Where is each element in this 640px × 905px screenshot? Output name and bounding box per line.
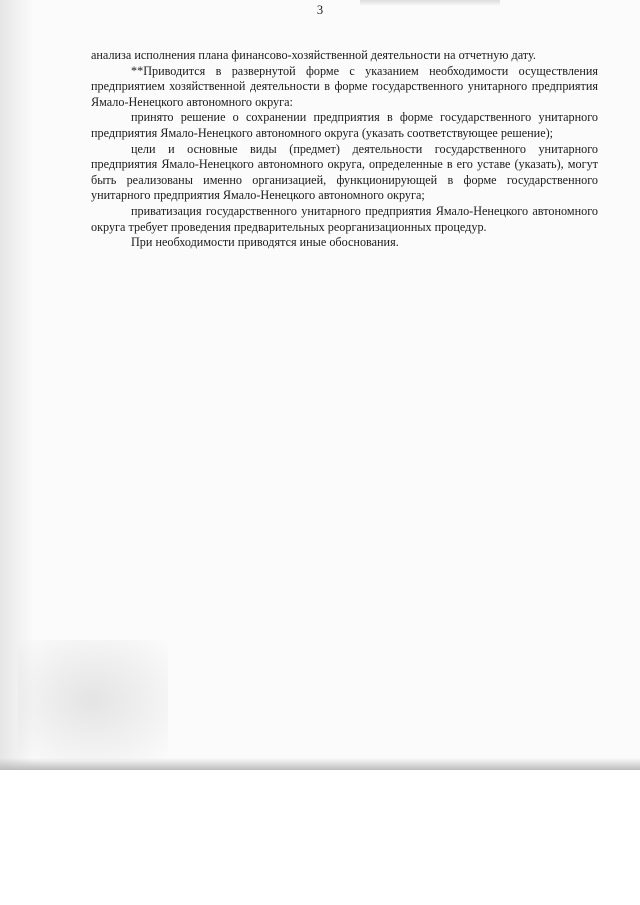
page-number: 3 (316, 3, 324, 17)
scan-shadow-bottom (0, 758, 640, 770)
paragraph-decision: принято решение о сохранении предприятия в форме государственного унитарного предприятия Ямало-Ненецкого автономного округа (указать соответствующее решение); (91, 110, 598, 140)
scan-smudge (18, 640, 168, 760)
paragraph-other-reasons: При необходимости приводятся иные обоснования. (131, 235, 399, 250)
paragraph-continuation: анализа исполнения плана финансово-хозяйственной деятельности на отчетную дату. (91, 48, 536, 62)
paragraph-goals: цели и основные виды (предмет) деятельности государственного унитарного предприятия Ямало-Ненецкого автономного округа, определенные в его уставе (указать), могут быть реализованы именно организацией, функционирующей в форме государственного унитарного предприятия Ямало-Ненецкого автономного округа; (91, 141, 598, 203)
blank-margin-area (0, 770, 640, 905)
document-body (91, 48, 598, 251)
paragraph-footnote: **Приводится в развернутой форме с указанием необходимости осуществления предприятием хозяйственной деятельности в форме государственного унитарного предприятия Ямало-Ненецкого автономного округа: (91, 63, 598, 109)
paragraph-privatization: приватизация государственного унитарного предприятия Ямало-Ненецкого автономного округа требует проведения предварительных реорганизационных процедур. (91, 203, 598, 234)
